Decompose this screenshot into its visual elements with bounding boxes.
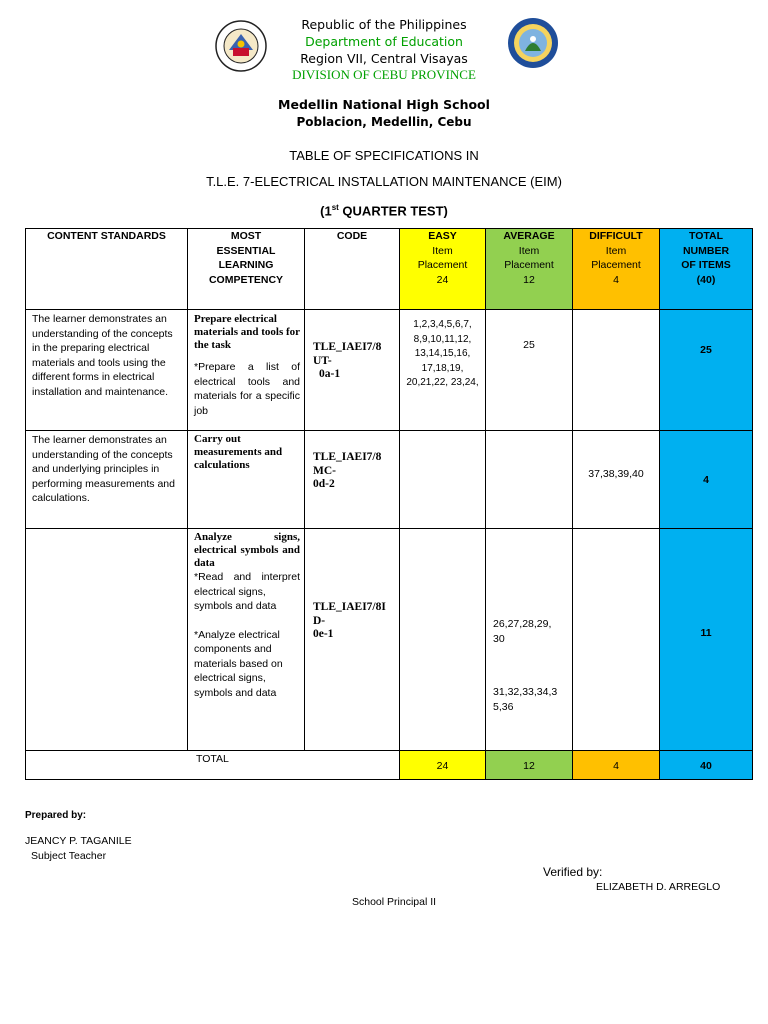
row2-standard: The learner demonstrates an understanding of the concepts and underlying principles in performing measurements and calculations. (26, 431, 188, 529)
row1-code: TLE_IAEI7/8 UT- 0a-1 (305, 310, 400, 431)
prepared-by-name: JEANCY P. TAGANILE (25, 835, 132, 847)
row3-easy (400, 529, 486, 751)
header-melc: MOST ESSENTIAL LEARNING COMPETENCY (188, 229, 305, 310)
verified-by-title: School Principal II (352, 896, 437, 908)
row2-code: TLE_IAEI7/8 MC- 0d-2 (305, 431, 400, 529)
department-label: Department of Education (305, 34, 463, 49)
title-line-3-rest: QUARTER TEST) (338, 203, 448, 219)
school-name: Medellin National High School (278, 97, 490, 112)
title-line-3 (0, 199, 768, 220)
table-row (26, 431, 753, 529)
division-label: DIVISION OF CEBU PROVINCE (292, 67, 476, 82)
row3-standard (26, 529, 188, 751)
row3-average: 26,27,28,29, 30 31,32,33,34,3 5,36 (486, 529, 573, 751)
verified-by-name: ELIZABETH D. ARREGLO (596, 881, 721, 893)
school-address: Poblacion, Medellin, Cebu (296, 115, 472, 129)
row3-competency: Analyze signs, electrical symbols and data *Read and interpret electrical signs, symbols and data *Analyze electrical components and materials based on electrical signs, symbols and data (188, 529, 305, 751)
row1-average: 25 (486, 310, 573, 431)
title-line-3-sup: st (331, 203, 339, 212)
row3-code: TLE_IAEI7/8I D- 0e-1 (305, 529, 400, 751)
row2-difficult: 37,38,39,40 (573, 431, 660, 529)
row3-difficult (573, 529, 660, 751)
row2-average (486, 431, 573, 529)
row2-competency: Carry out measurements and calculations (188, 431, 305, 529)
row1-difficult (573, 310, 660, 431)
total-average: 12 (486, 751, 573, 780)
row1-easy: 1,2,3,4,5,6,7, 8,9,10,11,12, 13,14,15,16, 17,18,19, 20,21,22, 23,24, (400, 310, 486, 431)
row1-standard: The learner demonstrates an understanding of the concepts in the preparing electrical materials and tools using the different forms in electrical installation and maintenance. (26, 310, 188, 431)
total-total: 40 (660, 751, 753, 780)
prepared-by-label: Prepared by: (25, 810, 87, 821)
header-average: AVERAGE Item Placement 12 (486, 229, 573, 310)
total-difficult: 4 (573, 751, 660, 780)
title-line-1: TABLE OF SPECIFICATIONS IN (289, 148, 479, 163)
header-content-standards: CONTENT STANDARDS (26, 229, 188, 310)
specifications-table (25, 228, 753, 780)
total-easy: 24 (400, 751, 486, 780)
row1-competency: Prepare electrical materials and tools for the task *Prepare a list of electrical tools and materials for a specific job (188, 310, 305, 431)
total-label-cell: TOTAL (26, 751, 400, 780)
row2-easy (400, 431, 486, 529)
row3-total: 11 (660, 529, 753, 751)
table-row (26, 529, 753, 751)
table-row (26, 310, 753, 431)
header-difficult: DIFFICULT Item Placement 4 (573, 229, 660, 310)
total-row (26, 751, 753, 780)
title-line-3-open: (1 (320, 203, 332, 219)
header-easy: EASY Item Placement 24 (400, 229, 486, 310)
prepared-by-title: Subject Teacher (31, 850, 107, 862)
region-label: Region VII, Central Visayas (300, 51, 468, 66)
header-row (26, 229, 753, 310)
header-total: TOTAL NUMBER OF ITEMS (40) (660, 229, 753, 310)
header-code: CODE (305, 229, 400, 310)
title-line-2: T.L.E. 7-ELECTRICAL INSTALLATION MAINTENANCE (EIM) (206, 174, 562, 189)
republic-label: Republic of the Philippines (301, 17, 467, 32)
row1-total: 25 (660, 310, 753, 431)
row2-total: 4 (660, 431, 753, 529)
verified-by-label: Verified by: (543, 865, 603, 879)
